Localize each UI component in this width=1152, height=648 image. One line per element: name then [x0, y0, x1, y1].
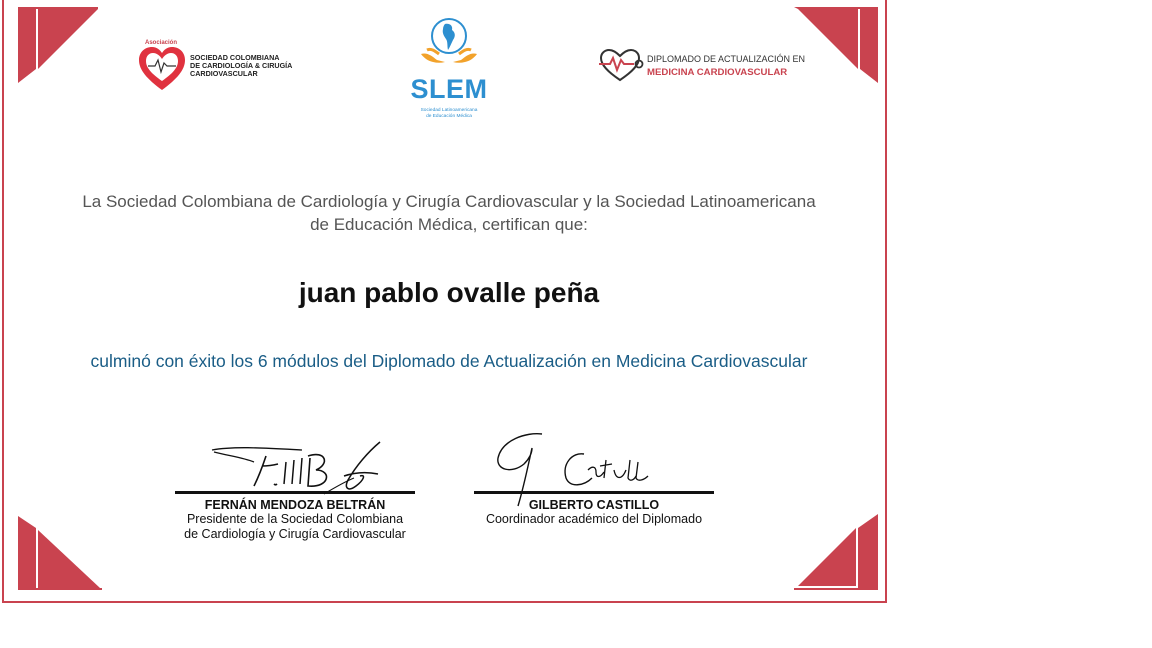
- heart-stethoscope-icon: [598, 48, 644, 82]
- scc-logo-line2: DE CARDIOLOGÍA & CIRUGÍA: [190, 61, 293, 70]
- scc-logo-prefix: Asociación: [145, 40, 178, 46]
- slem-logo-subtitle-line2: de Educación Médica: [426, 114, 472, 119]
- corner-ornament-bottom-left: [18, 516, 104, 590]
- certificate-intro: [44, 190, 854, 236]
- signatory-name: FERNÁN MENDOZA BELTRÁN: [204, 498, 386, 512]
- achievement-text: culminó con éxito los 6 módulos del Diplomado de Actualización en Medicina Cardiovascular: [90, 351, 808, 371]
- signature-mendoza-image: [204, 436, 394, 498]
- intro-line-1: La Sociedad Colombiana de Cardiología y Cirugía Cardiovascular y la Sociedad Latinoamericana: [82, 192, 816, 211]
- intro-line-2: de Educación Médica, certifican que:: [310, 215, 588, 234]
- scc-logo-line1: SOCIEDAD COLOMBIANA: [190, 53, 280, 62]
- slem-logo-name: SLEM: [410, 74, 488, 104]
- diplomado-logo: [598, 46, 808, 86]
- signatory-name: GILBERTO CASTILLO: [528, 498, 660, 512]
- signatory-role-line1: Coordinador académico del Diplomado: [485, 512, 703, 526]
- corner-ornament-top-left: [18, 7, 102, 83]
- globe-hands-icon: [417, 16, 481, 72]
- heart-ecg-icon: [137, 46, 187, 92]
- corner-ornament-bottom-right: [794, 514, 878, 590]
- slem-logo-subtitle-line1: Sociedad Latinoamericana: [420, 108, 478, 113]
- signatory-role-line1: Presidente de la Sociedad Colombiana: [186, 512, 404, 526]
- slem-logo: [399, 16, 499, 126]
- diplomado-logo-line2: MEDICINA CARDIOVASCULAR: [647, 67, 788, 78]
- signatory-role-line2: de Cardiología y Cirugía Cardiovascular: [184, 527, 406, 541]
- scc-logo-line3: CARDIOVASCULAR: [190, 69, 258, 78]
- diplomado-logo-line1: DIPLOMADO DE ACTUALIZACIÓN EN: [647, 54, 806, 64]
- signature-line: [474, 491, 714, 494]
- scc-logo: [137, 40, 307, 96]
- certificate: [2, 0, 887, 603]
- signature-line: [175, 491, 415, 494]
- recipient-name: juan pablo ovalle peña: [298, 277, 600, 308]
